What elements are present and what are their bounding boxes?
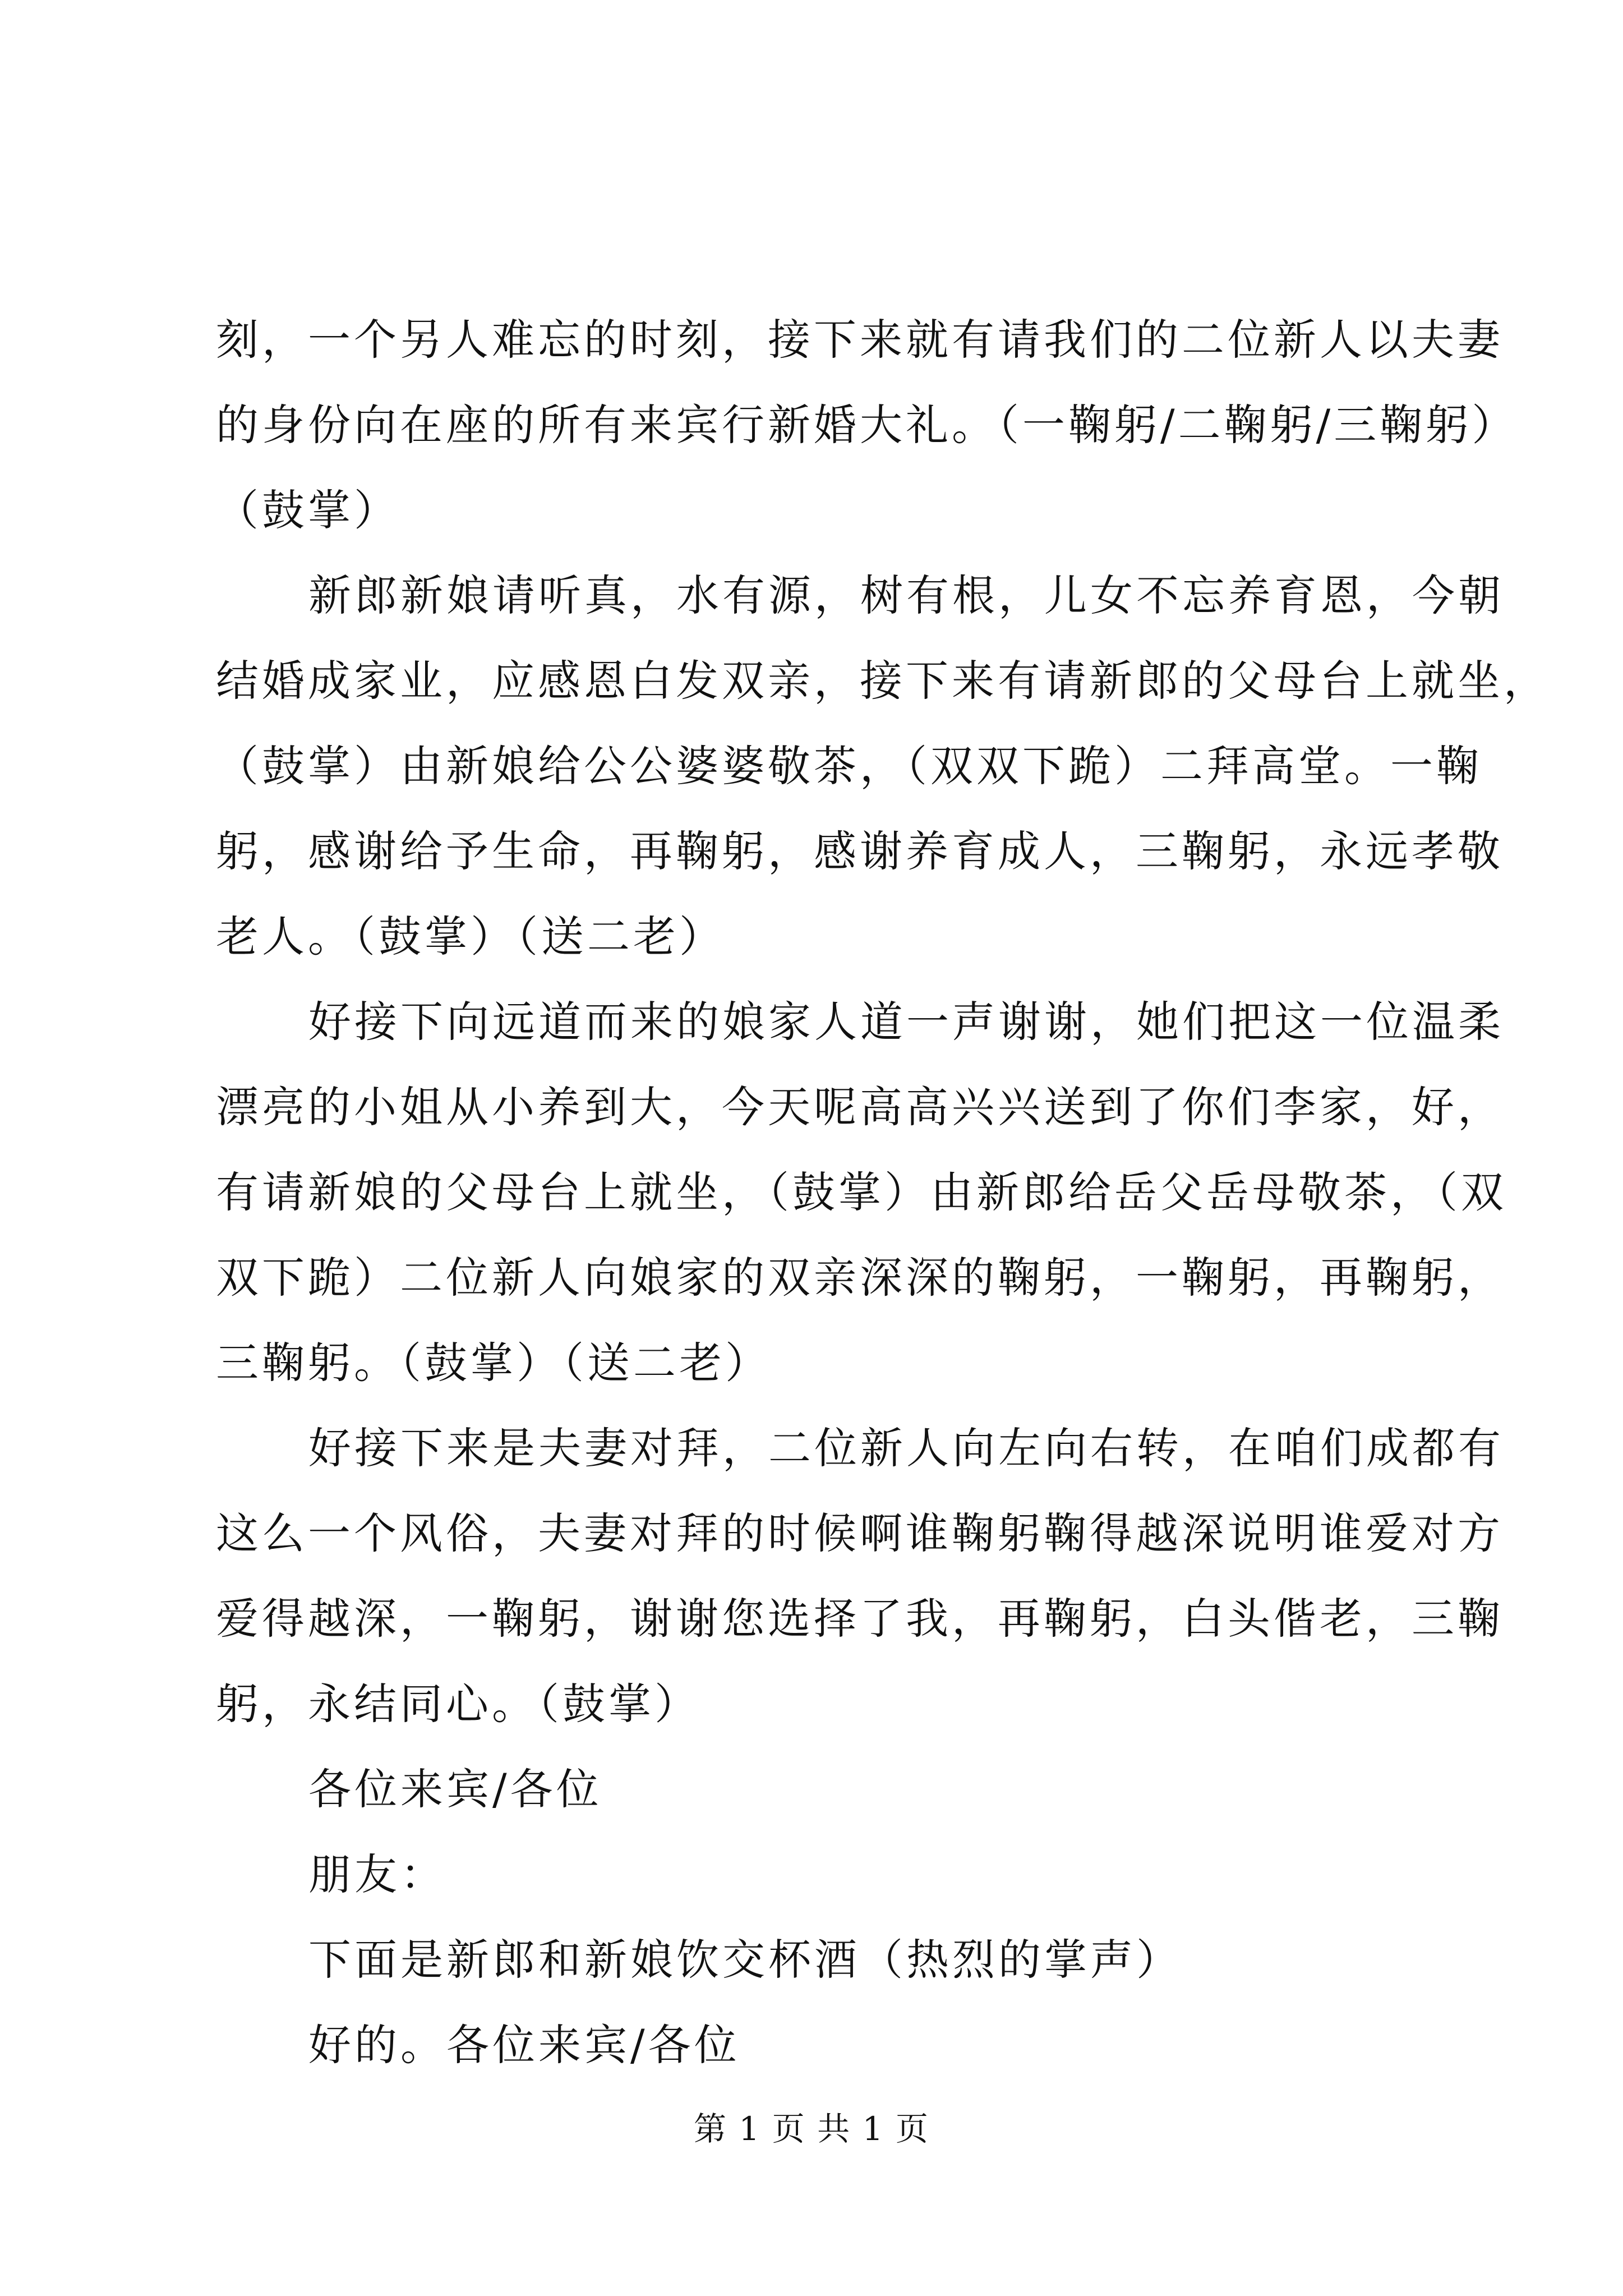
paragraph-2 bbox=[216, 553, 1550, 979]
text-line: 的身份向在座的所有来宾行新婚大礼。（一鞠躬/二鞠躬/三鞠躬） bbox=[216, 400, 1518, 450]
paragraph-4 bbox=[216, 1406, 1504, 1747]
text-line: 新郎新娘请听真，水有源，树有根，儿女不忘养育恩，今朝 bbox=[308, 570, 1504, 620]
paragraph-7 bbox=[216, 1917, 1438, 2003]
text-line: （鼓掌）由新娘给公公婆婆敬茶，（双双下跪）二拜高堂。一鞠 bbox=[216, 741, 1482, 791]
text-line: 这么一个风俗，夫妻对拜的时候啊谁鞠躬鞠得越深说明谁爱对方 bbox=[216, 1508, 1504, 1558]
document-body bbox=[216, 297, 1550, 2088]
paragraph-1 bbox=[216, 297, 1518, 553]
text-line: 下面是新郎和新娘饮交杯酒（热烈的掌声） bbox=[308, 1935, 1182, 1985]
text-line: 漂亮的小姐从小养到大，今天呢高高兴兴送到了你们李家，好， bbox=[216, 1082, 1504, 1132]
text-line: 结婚成家业，应感恩白发双亲，接下来有请新郎的父母台上就坐， bbox=[216, 656, 1550, 706]
text-line: （鼓掌） bbox=[216, 485, 400, 535]
paragraph-5 bbox=[216, 1747, 1438, 1832]
text-line: 好的。各位来宾/各位 bbox=[308, 2020, 740, 2070]
paragraph-6 bbox=[216, 1832, 1438, 1917]
text-line: 好接下来是夫妻对拜，二位新人向左向右转，在咱们成都有 bbox=[308, 1423, 1504, 1473]
text-line: 刻，一个另人难忘的时刻，接下来就有请我们的二位新人以夫妻 bbox=[216, 315, 1504, 365]
text-line: 躬，永结同心。（鼓掌） bbox=[216, 1679, 700, 1729]
text-line: 好接下向远道而来的娘家人道一声谢谢，她们把这一位温柔 bbox=[308, 997, 1504, 1047]
text-line: 有请新娘的父母台上就坐，（鼓掌）由新郎给岳父岳母敬茶，（双 bbox=[216, 1167, 1507, 1217]
text-line: 爱得越深，一鞠躬，谢谢您选择了我，再鞠躬，白头偕老，三鞠 bbox=[216, 1594, 1504, 1644]
paragraph-3 bbox=[216, 979, 1507, 1406]
text-line: 朋友： bbox=[308, 1849, 446, 1899]
text-line: 躬，感谢给予生命，再鞠躬，感谢养育成人，三鞠躬，永远孝敬 bbox=[216, 826, 1504, 876]
page-number-footer: 第 1 页 共 1 页 bbox=[694, 2110, 929, 2148]
text-line: 双下跪）二位新人向娘家的双亲深深的鞠躬，一鞠躬，再鞠躬， bbox=[216, 1253, 1504, 1303]
text-line: 各位来宾/各位 bbox=[308, 1764, 602, 1814]
text-line: 老人。（鼓掌）（送二老） bbox=[216, 912, 725, 961]
paragraph-8 bbox=[216, 2003, 1438, 2088]
text-line: 三鞠躬。（鼓掌）（送二老） bbox=[216, 1338, 771, 1388]
